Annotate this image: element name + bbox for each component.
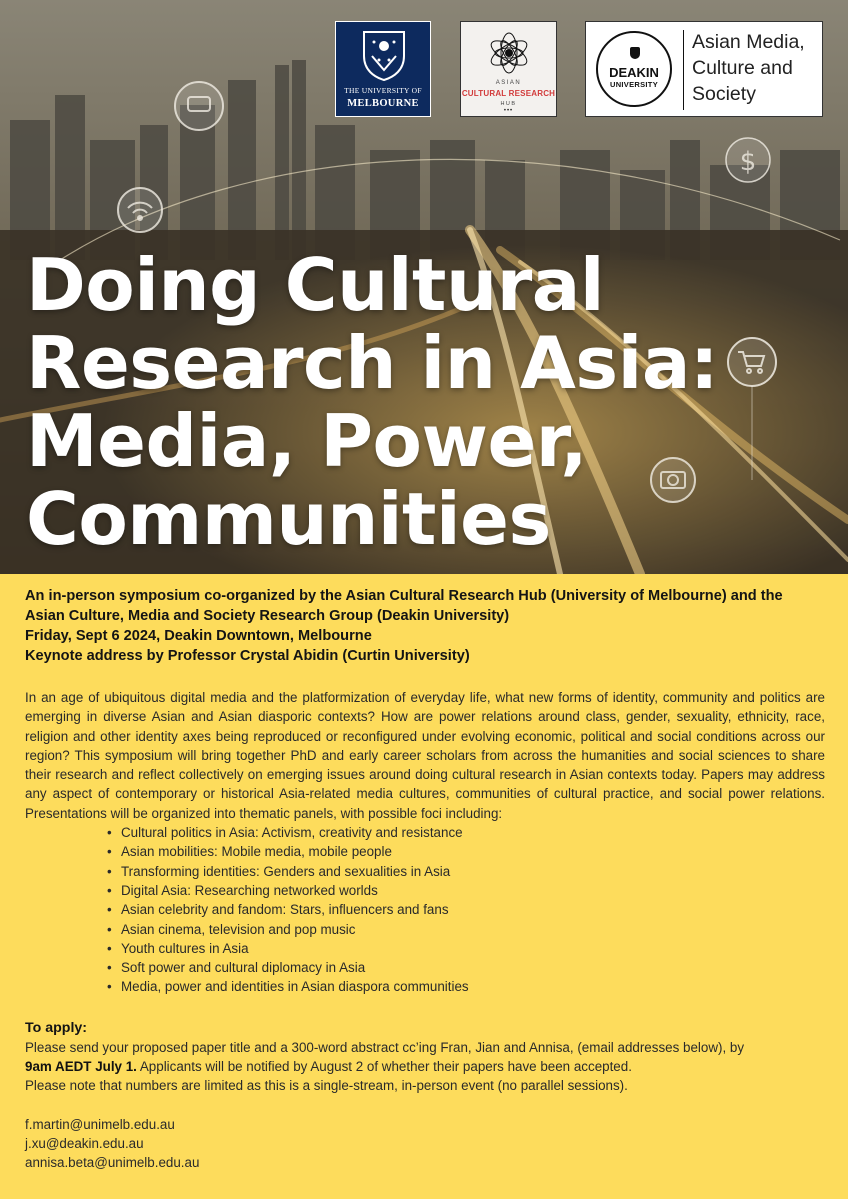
intro-keynote: Keynote address by Professor Crystal Abidin (Curtin University) (25, 648, 470, 664)
university-of-melbourne-logo (335, 21, 431, 117)
poster-body (25, 586, 825, 1173)
email-link[interactable]: j.xu@deakin.edu.au (25, 1135, 144, 1151)
list-item: • Youth cultures in Asia (107, 939, 825, 958)
list-item: • Soft power and cultural diplomacy in Asia (107, 958, 825, 977)
list-item: • Asian cinema, television and pop music (107, 920, 825, 939)
hub-logo-top: ASIAN (495, 80, 522, 86)
apply-instructions (25, 1038, 825, 1096)
hub-logo-bottom: HUB (500, 101, 517, 107)
deakin-badge-sub: UNIVERSITY (609, 80, 658, 89)
list-item: • Asian celebrity and fandom: Stars, influencers and fans (107, 900, 825, 919)
email-link[interactable]: annisa.beta@unimelb.edu.au (25, 1155, 200, 1171)
intro-organizers: An in-person symposium co-organized by the Asian Cultural Research Hub (University of Melbourne) and the Asian Culture, Media and Society Research Group (Deakin University) (25, 588, 783, 624)
apply-heading: To apply: (25, 1019, 88, 1036)
email-link[interactable]: f.martin@unimelb.edu.au (25, 1116, 175, 1132)
apply-deadline: 9am AEDT July 1. (25, 1059, 137, 1075)
apply-capacity-note: Please note that numbers are limited as this is a single-stream, in-person event (no parallel sessions). (25, 1078, 628, 1094)
list-item: • Digital Asia: Researching networked worlds (107, 881, 825, 900)
melbourne-crest-icon (360, 30, 408, 82)
swirl-emblem-icon (485, 30, 533, 76)
topic-list (25, 823, 825, 997)
title-line: Doing Cultural (26, 243, 604, 327)
event-intro (25, 586, 825, 666)
apply-notification: Applicants will be notified by August 2 of whether their papers have been accepted. (136, 1059, 632, 1075)
list-item: • Asian mobilities: Mobile media, mobile people (107, 842, 825, 861)
event-title (26, 243, 826, 561)
logo-divider (683, 30, 684, 110)
hero-banner (0, 0, 848, 574)
hub-logo-dots: ••• (503, 108, 514, 114)
chat-bubble-icon (175, 82, 223, 130)
list-item: • Cultural politics in Asia: Activism, creativity and resistance (107, 823, 825, 842)
apply-line1: Please send your proposed paper title and a 300-word abstract cc’ing Fran, Jian and Annisa, (email addresses below), by (25, 1039, 745, 1055)
deakin-badge (596, 31, 672, 107)
deakin-badge-name: DEAKIN (609, 65, 659, 80)
title-line: Research in Asia: (26, 321, 719, 405)
deakin-amcs-logo (585, 21, 823, 117)
hub-logo-main: CULTURAL RESEARCH (461, 89, 556, 98)
svg-text:$: $ (739, 147, 757, 177)
melbourne-logo-line2: MELBOURNE (347, 98, 419, 109)
wifi-icon (118, 188, 162, 232)
list-item: • Transforming identities: Genders and sexualities in Asia (107, 862, 825, 881)
list-item: • Media, power and identities in Asian diaspora communities (107, 977, 825, 996)
deakin-crest-icon (630, 47, 640, 59)
asian-cultural-research-hub-logo (460, 21, 557, 117)
melbourne-logo-line1: THE UNIVERSITY OF (344, 86, 422, 95)
dollar-icon (726, 138, 770, 182)
contact-emails (25, 1115, 825, 1173)
research-group-name: Asian Media, Culture and Society (692, 31, 805, 105)
title-line: Media, Power, (26, 399, 588, 483)
title-line: Communities (26, 477, 551, 561)
event-description: In an age of ubiquitous digital media and the platformization of everyday life, what new forms of identity, community and politics are emerging in diverse Asian and Asian diasporic contexts? How are power relations around class, gender, sexuality, ethnicity, race, religion and other identity axes being reproduced or reconfigured under evolving economic, political and social conditions across our region? This symposium will bring together PhD and early career scholars from across the humanities and social sciences to share their research and reflect collectively on emerging issues around doing cultural research in Asian contexts today. Papers may address any aspect of contemporary or historical Asia-related media cultures, communities of cultural practice, and social power relations. Presentations will be organized into thematic panels, with possible foci including: (25, 690, 825, 821)
intro-date-venue: Friday, Sept 6 2024, Deakin Downtown, Melbourne (25, 628, 372, 644)
